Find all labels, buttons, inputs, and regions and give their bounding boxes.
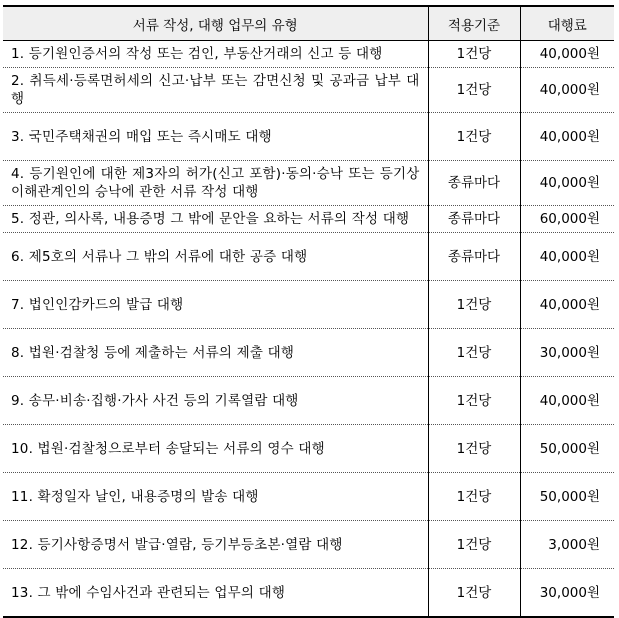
row-fee: 3,000원 — [520, 521, 614, 569]
row-type: 11. 확정일자 날인, 내용증명의 발송 대행 — [3, 473, 428, 521]
row-basis: 종류마다 — [428, 206, 520, 233]
row-basis: 1건당 — [428, 41, 520, 68]
table-row — [3, 521, 614, 569]
row-fee: 40,000원 — [520, 68, 614, 113]
row-type: 5. 정관, 의사록, 내용증명 그 밖에 문안을 요하는 서류의 작성 대행 — [3, 206, 428, 233]
row-fee: 40,000원 — [520, 281, 614, 329]
row-type: 10. 법원·검찰청으로부터 송달되는 서류의 영수 대행 — [3, 425, 428, 473]
row-type: 7. 법인인감카드의 발급 대행 — [3, 281, 428, 329]
row-fee: 40,000원 — [520, 377, 614, 425]
header-type: 서류 작성, 대행 업무의 유형 — [3, 6, 428, 41]
row-fee: 40,000원 — [520, 233, 614, 281]
row-type: 3. 국민주택채권의 매입 또는 즉시매도 대행 — [3, 113, 428, 161]
row-basis: 1건당 — [428, 329, 520, 377]
row-type: 13. 그 밖에 수임사건과 관련되는 업무의 대행 — [3, 569, 428, 618]
row-fee: 30,000원 — [520, 329, 614, 377]
table-row — [3, 113, 614, 161]
row-type: 1. 등기원인증서의 작성 또는 검인, 부동산거래의 신고 등 대행 — [11, 46, 383, 62]
row-type: 4. 등기원인에 대한 제3자의 허가(신고 포함)·동의·승낙 또는 등기상 이해관계인의 승낙에 관한 서류 작성 대행 — [3, 161, 428, 206]
table-row — [3, 425, 614, 473]
table-row — [3, 569, 614, 618]
row-basis: 1건당 — [428, 377, 520, 425]
header-fee: 대행료 — [520, 6, 614, 41]
table-row — [3, 68, 614, 113]
row-fee: 40,000원 — [520, 161, 614, 206]
table-row — [3, 233, 614, 281]
table-row — [3, 41, 614, 68]
row-basis: 1건당 — [428, 68, 520, 113]
row-basis: 1건당 — [428, 473, 520, 521]
row-type: 6. 제5호의 서류나 그 밖의 서류에 대한 공증 대행 — [3, 233, 428, 281]
row-basis: 1건당 — [428, 113, 520, 161]
row-basis: 1건당 — [428, 425, 520, 473]
table-header-row — [3, 6, 614, 41]
header-basis: 적용기준 — [428, 6, 520, 41]
row-fee: 30,000원 — [520, 569, 614, 618]
row-type: 2. 취득세·등록면허세의 신고·납부 또는 감면신청 및 공과금 납부 대행 — [3, 68, 428, 113]
row-fee: 50,000원 — [520, 425, 614, 473]
row-basis: 1건당 — [428, 281, 520, 329]
row-fee: 40,000원 — [520, 41, 614, 68]
fee-schedule-table — [3, 5, 614, 618]
table-row — [3, 329, 614, 377]
row-basis: 종류마다 — [428, 161, 520, 206]
table-row — [3, 281, 614, 329]
row-type: 12. 등기사항증명서 발급·열람, 등기부등초본·열람 대행 — [3, 521, 428, 569]
table-row — [3, 206, 614, 233]
row-fee: 40,000원 — [520, 113, 614, 161]
row-basis: 종류마다 — [428, 233, 520, 281]
table-row — [3, 161, 614, 206]
row-fee: 50,000원 — [520, 473, 614, 521]
row-type: 9. 송무·비송·집행·가사 사건 등의 기록열람 대행 — [3, 377, 428, 425]
row-basis: 1건당 — [428, 521, 520, 569]
row-type: 8. 법원·검찰청 등에 제출하는 서류의 제출 대행 — [3, 329, 428, 377]
row-fee: 60,000원 — [520, 206, 614, 233]
row-basis: 1건당 — [428, 569, 520, 618]
table-row — [3, 473, 614, 521]
table-row — [3, 377, 614, 425]
